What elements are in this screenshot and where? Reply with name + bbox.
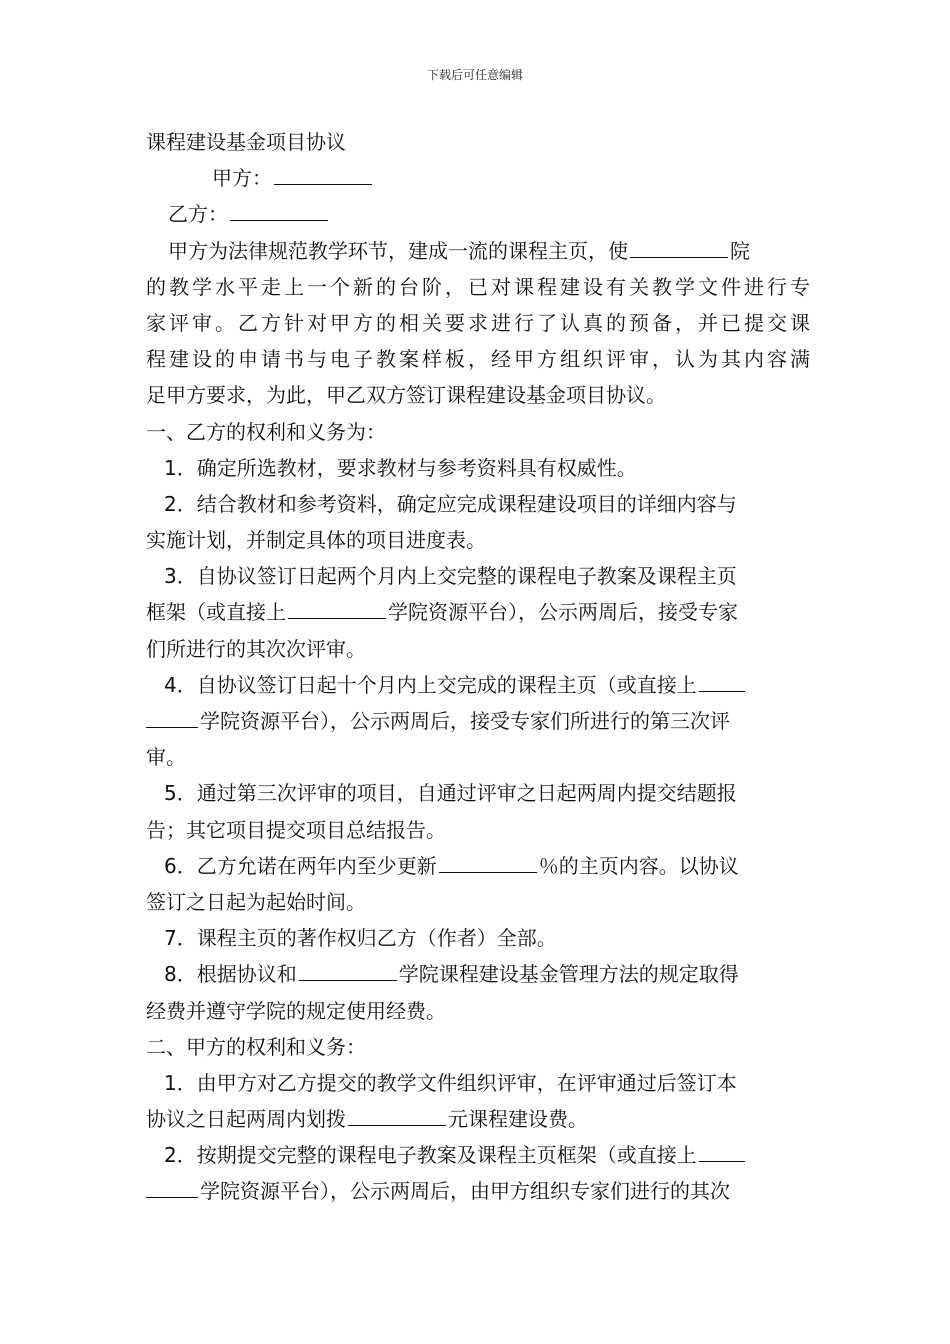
s1-item-6-line-1 [146,848,810,884]
s1-item-4-blank-b [146,705,198,728]
agreement-body [146,124,810,1210]
college-blank [630,235,728,258]
party-a-line [146,160,810,196]
s1-item-5-line-2: 告；其它项目提交项目总结报告。 [146,817,446,842]
s1-item-3-line-2 [146,594,810,630]
s2-item-2-text-a: 2．按期提交完整的课程电子教案及课程主页框架（或直接上 [164,1143,697,1168]
s1-item-6-text-a: 6．乙方允诺在两年内至少更新 [164,853,437,878]
document-title: 课程建设基金项目协议 [146,130,346,154]
s1-item-4-line-2 [146,703,810,739]
s2-item-1-blank [348,1103,446,1126]
party-b-line [146,196,810,232]
s1-item-4-text-b: 学院资源平台），公示两周后，接受专家们所进行的第三次评 [200,709,730,733]
s1-item-4-blank-a [699,669,745,692]
s2-item-1-line-2 [146,1101,810,1137]
party-a-label: 甲方： [212,166,272,191]
s1-item-4-text-a: 4．自协议签订日起十个月内上交完成的课程主页（或直接上 [164,672,697,697]
s1-item-8-text-a: 8．根据协议和 [164,962,297,987]
s2-item-1-text-a: 协议之日起两周内划拨 [146,1107,346,1132]
s2-item-2-blank-b [146,1175,198,1198]
s1-item-3-blank [288,596,386,619]
s1-item-8-line-1 [146,956,810,992]
s1-item-3-text-b: 学院资源平台），公示两周后，接受专家 [388,600,738,625]
party-b-blank [230,198,328,221]
s1-item-6-blank [439,850,537,873]
intro-line-1 [146,233,810,269]
s1-item-2-line-1: 2．结合教材和参考资料，确定应完成课程建设项目的详细内容与 [164,491,737,516]
intro-text-1a: 甲方为法律规范教学环节，建成一流的课程主页，使 [168,238,628,263]
s2-item-2-line-2 [146,1173,810,1209]
s1-item-3-line-1: 3．自协议签订日起两个月内上交完整的课程电子教案及课程主页 [164,564,737,589]
section-2-heading: 二、甲方的权利和义务： [146,1034,366,1059]
s1-item-3-text-a: 框架（或直接上 [146,600,286,625]
intro-text-1b: 院 [730,238,750,263]
s2-item-1-line-1: 1．由甲方对乙方提交的教学文件组织评审，在评审通过后签订本 [164,1070,737,1095]
s1-item-2-line-2: 实施计划，并制定具体的项目进度表。 [146,528,486,553]
s1-item-5-line-1: 5．通过第三次评审的项目，自通过评审之日起两周内提交结题报 [164,781,737,806]
party-b-label: 乙方： [168,202,228,227]
s1-item-6-line-2: 签订之日起为起始时间。 [146,889,366,914]
s1-item-4-line-3: 审。 [146,745,186,770]
s2-item-2-text-b: 学院资源平台），公示两周后，由甲方组织专家们进行的其次 [200,1179,730,1204]
party-a-blank [274,162,372,185]
s1-item-7: 7．课程主页的著作权归乙方（作者）全部。 [164,926,557,951]
intro-line-3: 家评审。乙方针对甲方的相关要求进行了认真的预备，并已提交课 [146,310,810,335]
intro-line-4: 程建设的申请书与电子教案样板，经甲方组织评审，认为其内容满 [146,347,810,372]
s1-item-6-text-b: ％的主页内容。以协议 [538,853,739,878]
section-1-heading: 一、乙方的权利和义务为： [146,419,386,444]
s2-item-2-line-1 [146,1137,810,1173]
s1-item-4-line-1 [146,667,810,703]
s1-item-8-line-2: 经费并遵守学院的规定使用经费。 [146,998,446,1023]
page-header-note: 下载后可任意编辑 [426,68,523,82]
intro-line-5: 足甲方要求，为此，甲乙双方签订课程建设基金项目协议。 [146,383,666,408]
s1-item-8-text-b: 学院课程建设基金管理方法的规定取得 [398,962,739,987]
intro-line-2: 的教学水平走上一个新的台阶，已对课程建设有关教学文件进行专 [146,274,810,299]
s1-item-1: 1．确定所选教材，要求教材与参考资料具有权威性。 [164,455,637,480]
s2-item-1-text-b: 元课程建设费。 [448,1107,588,1132]
s1-item-8-blank [299,958,397,981]
s2-item-2-blank-a [699,1139,745,1162]
s1-item-3-line-3: 们所进行的其次次评审。 [146,636,366,661]
